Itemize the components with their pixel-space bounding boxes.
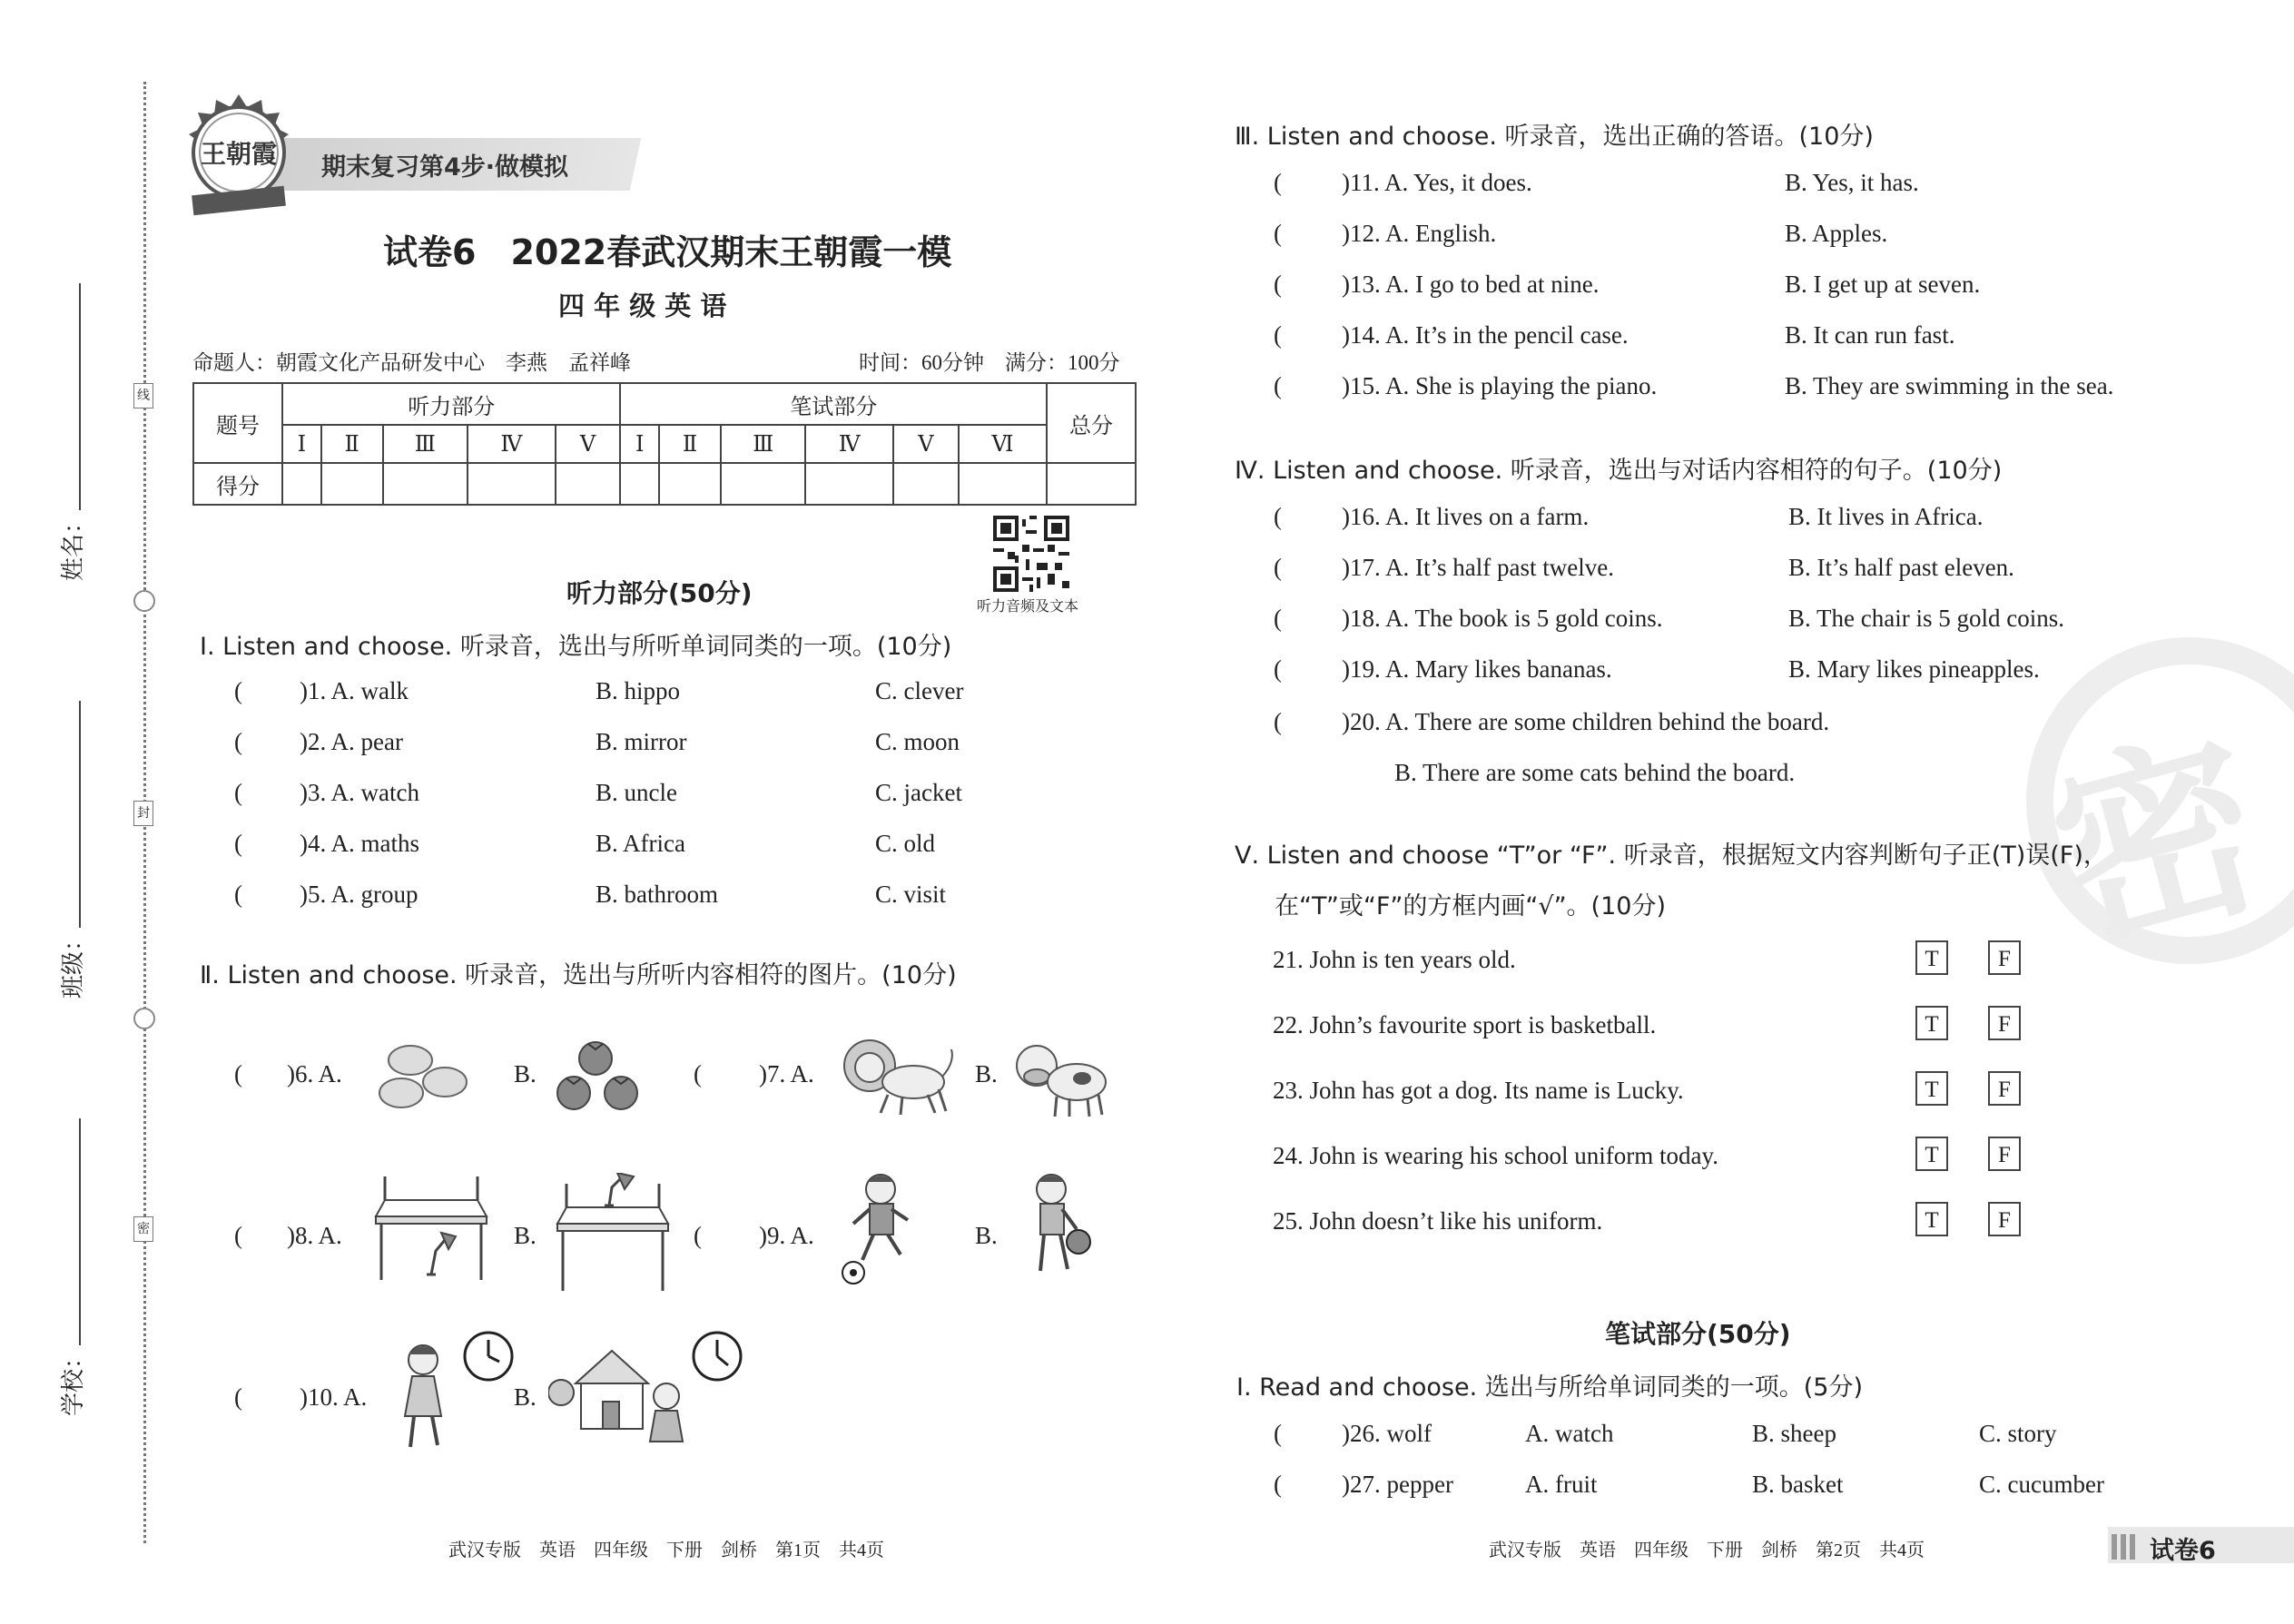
tf-statement: 23. John has got a dog. Its name is Lucky.: [1273, 1077, 1684, 1104]
written1-title: Ⅰ. Read and choose. 选出与所给单词同类的一项。(5分): [1236, 1373, 1864, 1402]
s1-option-a: )3. A. watch: [300, 779, 419, 806]
score-cell[interactable]: [620, 463, 659, 505]
answer-paren[interactable]: (: [694, 1060, 702, 1088]
s3-option-a: )15. A. She is playing the piano.: [1342, 372, 1658, 399]
s3-option-b: B. I get up at seven.: [1785, 271, 1981, 298]
true-box[interactable]: T: [1915, 1006, 1948, 1040]
seal-mark-3: 密: [133, 1216, 153, 1242]
school-label: 学校：: [60, 1344, 87, 1416]
score-table: [192, 382, 1137, 506]
answer-paren[interactable]: (: [234, 1383, 242, 1411]
col-l1: Ⅰ: [282, 425, 321, 463]
false-box[interactable]: F: [1988, 940, 2021, 975]
q7-b-label: B.: [975, 1060, 998, 1088]
w1-option-c: C. cucumber: [1979, 1471, 2104, 1498]
name-label: 姓名：: [60, 509, 87, 581]
answer-paren[interactable]: (: [234, 830, 242, 857]
w1-option-a: A. fruit: [1525, 1471, 1598, 1498]
answer-paren[interactable]: (: [1274, 271, 1282, 298]
tab-deco: [2112, 1534, 2137, 1560]
answer-paren[interactable]: (: [234, 1222, 242, 1249]
section5-title-line1: Ⅴ. Listen and choose “T”or “F”. 听录音，根据短文内容判断句子正(T)误(F)，: [1235, 842, 2108, 870]
paper-title: 试卷6 2022春武汉期末王朝霞一模: [383, 232, 952, 272]
s3-option-a: )12. A. English.: [1342, 220, 1497, 247]
answer-paren[interactable]: (: [1274, 605, 1282, 632]
girl-with-clock-image: [387, 1329, 523, 1465]
section2-title: Ⅱ. Listen and choose. 听录音，选出与所听内容相符的图片。(10分): [200, 961, 957, 989]
left-footer: 武汉专版 英语 四年级 下册 剑桥 第1页 共4页: [448, 1540, 884, 1560]
col-l5: Ⅴ: [556, 425, 621, 463]
section5-title-line2: 在“T”或“F”的方框内画“√”。(10分): [1275, 892, 1666, 920]
w1-option-b: B. basket: [1752, 1471, 1844, 1498]
potatoes-image: [374, 1035, 474, 1117]
qr-caption: 听力音频及文本: [977, 597, 1079, 615]
true-box[interactable]: T: [1915, 1137, 1948, 1171]
q8-b-label: B.: [514, 1222, 537, 1249]
answer-paren[interactable]: (: [1274, 1420, 1282, 1447]
score-cell[interactable]: [383, 463, 468, 505]
s4-option-b: B. Mary likes pineapples.: [1788, 655, 2040, 683]
total-header: 总分: [1047, 383, 1136, 463]
seal-mark-1: 线: [133, 383, 153, 408]
listening-header: 听力部分: [282, 383, 620, 425]
s1-option-c: C. moon: [875, 728, 960, 755]
hole-2: [133, 1008, 155, 1029]
false-box[interactable]: F: [1988, 1137, 2021, 1171]
s1-option-c: C. old: [875, 830, 936, 857]
class-label: 班级：: [60, 927, 87, 999]
watermark-text: 密: [2031, 704, 2285, 981]
answer-paren[interactable]: (: [1274, 169, 1282, 196]
s1-option-b: B. Africa: [596, 830, 685, 857]
score-label-defen: 得分: [193, 463, 282, 505]
s3-option-b: B. Yes, it has.: [1785, 169, 1919, 196]
answer-paren[interactable]: (: [1274, 1471, 1282, 1498]
true-box[interactable]: T: [1915, 940, 1948, 975]
listening-title: 听力部分(50分): [566, 578, 753, 608]
time-score: 时间：60分钟 满分：100分: [859, 351, 1120, 374]
q20-a: )20. A. There are some children behind the board.: [1342, 708, 1830, 735]
w1-question: )26. wolf: [1342, 1420, 1432, 1447]
answer-paren[interactable]: (: [234, 881, 242, 908]
section1-title: Ⅰ. Listen and choose. 听录音，选出与所听单词同类的一项。(10分): [200, 633, 952, 661]
tf-statement: 25. John doesn’t like his uniform.: [1273, 1207, 1603, 1235]
s1-option-c: C. jacket: [875, 779, 962, 806]
tf-statement: 24. John is wearing his school uniform today.: [1273, 1142, 1718, 1169]
col-w2: Ⅱ: [659, 425, 721, 463]
written-header: 笔试部分: [620, 383, 1047, 425]
col-l3: Ⅲ: [383, 425, 468, 463]
lion-image: [833, 1035, 960, 1118]
q8-label: )8. A.: [287, 1222, 342, 1249]
score-cell[interactable]: [282, 463, 321, 505]
school-field[interactable]: [54, 1053, 91, 1416]
s4-option-a: )16. A. It lives on a farm.: [1342, 503, 1590, 530]
answer-paren[interactable]: (: [694, 1222, 702, 1249]
score-cell[interactable]: [721, 463, 805, 505]
q7-label: )7. A.: [759, 1060, 814, 1088]
answer-paren[interactable]: (: [1274, 554, 1282, 581]
s3-option-a: )11. A. Yes, it does.: [1342, 169, 1532, 196]
s3-option-a: )13. A. I go to bed at nine.: [1342, 271, 1600, 298]
score-cell[interactable]: [659, 463, 721, 505]
answer-paren[interactable]: (: [1274, 503, 1282, 530]
s1-option-a: )5. A. group: [300, 881, 418, 908]
section3-title: Ⅲ. Listen and choose. 听录音，选出正确的答语。(10分): [1235, 123, 1874, 151]
col-l2: Ⅱ: [321, 425, 383, 463]
logo-text: 王朝霞: [200, 139, 277, 169]
true-box[interactable]: T: [1915, 1202, 1948, 1236]
house-with-clock-image: [548, 1329, 748, 1465]
true-box[interactable]: T: [1915, 1071, 1948, 1106]
score-cell[interactable]: [1047, 463, 1136, 505]
s1-option-b: B. bathroom: [596, 881, 718, 908]
answer-paren[interactable]: (: [1274, 708, 1282, 735]
tab-label: 试卷6: [2150, 1537, 2216, 1565]
boy-playing-football-image: [835, 1169, 922, 1287]
q10-b-label: B.: [514, 1383, 537, 1411]
s1-option-a: )2. A. pear: [300, 728, 403, 755]
qr-code[interactable]: [993, 516, 1069, 592]
s1-option-c: C. clever: [875, 677, 964, 704]
col-l4: Ⅳ: [468, 425, 556, 463]
tf-statement: 22. John’s favourite sport is basketball.: [1273, 1011, 1657, 1038]
s3-option-a: )14. A. It’s in the pencil case.: [1342, 321, 1629, 349]
name-field[interactable]: [54, 218, 91, 581]
authors: 命题人：朝霞文化产品研发中心 李燕 孟祥峰: [192, 351, 631, 374]
s1-option-a: )4. A. maths: [300, 830, 419, 857]
q6-label: )6. A.: [287, 1060, 342, 1088]
hole-1: [133, 590, 155, 612]
score-cell[interactable]: [468, 463, 556, 505]
seal-mark-2: 封: [133, 801, 153, 826]
boy-playing-basketball-image: [1009, 1169, 1097, 1287]
score-cell[interactable]: [959, 463, 1047, 505]
col-w4: Ⅳ: [805, 425, 893, 463]
col-w5: Ⅴ: [893, 425, 959, 463]
col-w3: Ⅲ: [721, 425, 805, 463]
score-cell[interactable]: [321, 463, 383, 505]
section4-title: Ⅳ. Listen and choose. 听录音，选出与对话内容相符的句子。(10分): [1235, 457, 2003, 485]
false-box[interactable]: F: [1988, 1006, 2021, 1040]
col-w1: Ⅰ: [620, 425, 659, 463]
s3-option-b: B. Apples.: [1785, 220, 1888, 247]
s4-option-a: )17. A. It’s half past twelve.: [1342, 554, 1614, 581]
w1-option-a: A. watch: [1525, 1420, 1614, 1447]
answer-paren[interactable]: (: [1274, 655, 1282, 683]
score-cell[interactable]: [805, 463, 893, 505]
answer-paren[interactable]: (: [234, 677, 242, 704]
s4-option-b: B. The chair is 5 gold coins.: [1788, 605, 2064, 632]
s3-option-b: B. It can run fast.: [1785, 321, 1955, 349]
class-field[interactable]: [54, 635, 91, 999]
s1-option-b: B. hippo: [596, 677, 681, 704]
score-cell[interactable]: [556, 463, 621, 505]
s1-option-c: C. visit: [875, 881, 947, 908]
answer-paren[interactable]: (: [234, 728, 242, 755]
score-label-tihao: 题号: [193, 383, 282, 463]
col-w6: Ⅵ: [959, 425, 1047, 463]
answer-paren[interactable]: (: [1274, 220, 1282, 247]
w1-question: )27. pepper: [1342, 1471, 1453, 1498]
answer-paren[interactable]: (: [1274, 321, 1282, 349]
s4-option-b: B. It’s half past eleven.: [1788, 554, 2014, 581]
q9-b-label: B.: [975, 1222, 998, 1249]
written-title: 笔试部分(50分): [1605, 1319, 1791, 1349]
lamp-under-desk-image: [372, 1173, 490, 1282]
w1-option-c: C. story: [1979, 1420, 2057, 1447]
tomatoes-image: [548, 1037, 648, 1118]
cow-image: [1009, 1038, 1115, 1120]
w1-option-b: B. sheep: [1752, 1420, 1836, 1447]
q20-b: B. There are some cats behind the board.: [1394, 759, 1796, 786]
q6-b-label: B.: [514, 1060, 537, 1088]
lamp-on-desk-image: [554, 1173, 672, 1293]
paper-subtitle: 四 年 级 英 语: [558, 290, 727, 321]
answer-paren[interactable]: (: [234, 1060, 242, 1088]
s4-option-a: )19. A. Mary likes bananas.: [1342, 655, 1612, 683]
s4-option-a: )18. A. The book is 5 gold coins.: [1342, 605, 1663, 632]
banner-text: 期末复习第4步·做模拟: [321, 153, 569, 182]
score-cell[interactable]: [893, 463, 959, 505]
s1-option-b: B. uncle: [596, 779, 677, 806]
false-box[interactable]: F: [1988, 1071, 2021, 1106]
answer-paren[interactable]: (: [1274, 372, 1282, 399]
s4-option-b: B. It lives in Africa.: [1788, 503, 1984, 530]
s1-option-a: )1. A. walk: [300, 677, 409, 704]
false-box[interactable]: F: [1988, 1202, 2021, 1236]
brand-logo: [180, 93, 298, 220]
tf-statement: 21. John is ten years old.: [1273, 946, 1516, 973]
q9-label: )9. A.: [759, 1222, 814, 1249]
s3-option-b: B. They are swimming in the sea.: [1785, 372, 2114, 399]
q10-label: )10. A.: [300, 1383, 368, 1411]
answer-paren[interactable]: (: [234, 779, 242, 806]
s1-option-b: B. mirror: [596, 728, 687, 755]
right-footer: 武汉专版 英语 四年级 下册 剑桥 第2页 共4页: [1489, 1540, 1925, 1560]
